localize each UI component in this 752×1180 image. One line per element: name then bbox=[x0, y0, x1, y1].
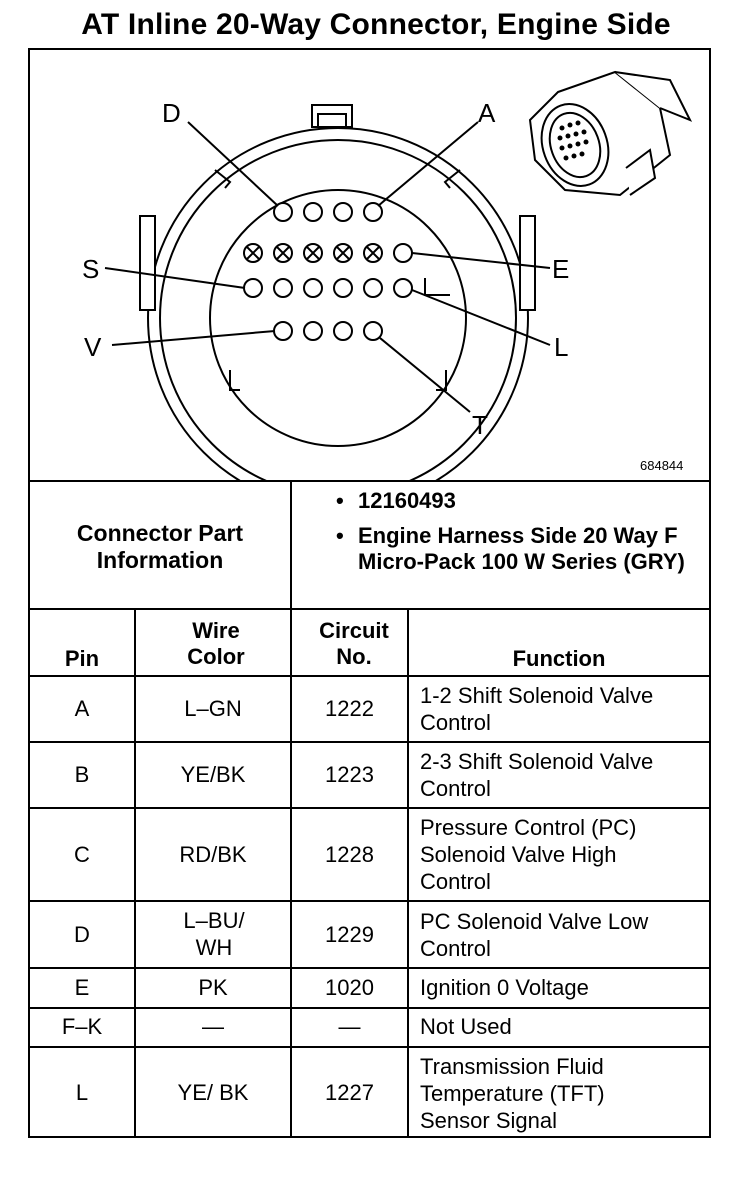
cell-circuit: 1228 bbox=[325, 842, 374, 867]
cell-wire-color: YE/ BK bbox=[177, 1080, 249, 1105]
pin-hole bbox=[304, 203, 322, 221]
callout-e: E bbox=[552, 254, 570, 284]
cell-function: 2-3 Shift Solenoid Valve Control bbox=[420, 749, 654, 801]
divider bbox=[290, 480, 292, 610]
row-divider bbox=[28, 967, 711, 969]
connector-info-label: Connector Part Information bbox=[76, 520, 244, 573]
cell-pin: A bbox=[74, 696, 90, 721]
callout-l: L bbox=[554, 332, 569, 362]
pin-hole bbox=[364, 279, 382, 297]
col-divider bbox=[290, 608, 292, 1138]
pin-hole bbox=[274, 279, 292, 297]
cell-function: Ignition 0 Voltage bbox=[420, 975, 589, 1000]
header-wire-color: Wire Color bbox=[187, 618, 245, 669]
leader-line-a bbox=[378, 122, 478, 206]
connector-side-tab-left bbox=[140, 216, 155, 310]
cell-pin: F–K bbox=[61, 1014, 103, 1039]
leader-line-v bbox=[112, 331, 275, 345]
connector-side-tab-right bbox=[520, 216, 535, 310]
row-divider bbox=[28, 1046, 711, 1048]
header-pin: Pin bbox=[64, 646, 100, 671]
cell-pin: L bbox=[75, 1080, 89, 1105]
callout-d: D bbox=[162, 98, 181, 128]
cell-circuit: 1020 bbox=[325, 975, 374, 1000]
pin-hole bbox=[364, 322, 382, 340]
cell-function: Transmission Fluid Temperature (TFT) Sensor Signal bbox=[420, 1054, 605, 1133]
header-circuit-no: Circuit No. bbox=[319, 618, 389, 669]
pin-hole bbox=[334, 203, 352, 221]
cell-pin: B bbox=[74, 762, 90, 787]
cell-function: Pressure Control (PC) Solenoid Valve High Control bbox=[420, 815, 637, 894]
pin-hole bbox=[394, 279, 412, 297]
pin-hole bbox=[334, 322, 352, 340]
row-divider bbox=[28, 741, 711, 743]
page-title: AT Inline 20-Way Connector, Engine Side bbox=[81, 8, 671, 41]
cell-circuit: 1222 bbox=[325, 696, 374, 721]
callout-v: V bbox=[84, 332, 102, 362]
cell-circuit: 1223 bbox=[325, 762, 374, 787]
pin-plugged bbox=[244, 244, 382, 262]
cell-wire-color: YE/BK bbox=[180, 762, 246, 787]
leader-line-s bbox=[105, 268, 245, 288]
cell-wire-color: RD/BK bbox=[179, 842, 247, 867]
pin-hole bbox=[304, 279, 322, 297]
cell-wire-color: PK bbox=[198, 975, 228, 1000]
col-divider bbox=[134, 608, 136, 1138]
cell-pin: D bbox=[74, 922, 90, 947]
col-divider bbox=[407, 608, 409, 1138]
pin-hole bbox=[304, 322, 322, 340]
row-divider bbox=[28, 675, 711, 677]
cell-pin: C bbox=[74, 842, 90, 867]
pin-hole bbox=[394, 244, 412, 262]
cell-function: PC Solenoid Valve Low Control bbox=[420, 909, 649, 961]
figure-id: 684844 bbox=[640, 458, 684, 473]
leader-line-t bbox=[380, 338, 470, 412]
connector-info-item: • 12160493 bbox=[336, 488, 456, 513]
cell-wire-color: L–GN bbox=[184, 696, 242, 721]
leader-line-d bbox=[188, 122, 278, 206]
row-divider bbox=[28, 807, 711, 809]
callout-s: S bbox=[82, 254, 100, 284]
connector-outer-shell bbox=[148, 128, 528, 480]
cell-circuit: 1227 bbox=[325, 1080, 374, 1105]
connector-diagram bbox=[30, 50, 709, 480]
connector-inner-face bbox=[210, 190, 466, 446]
connector-info-item: • Engine Harness Side 20 Way F Micro-Pack 100 W Series (GRY) bbox=[336, 523, 685, 574]
divider bbox=[28, 608, 711, 610]
cell-wire-color: L–BU/ WH bbox=[183, 908, 245, 960]
pin-hole bbox=[334, 279, 352, 297]
callout-t: T bbox=[472, 410, 488, 440]
pin-hole bbox=[244, 279, 262, 297]
cell-function: 1-2 Shift Solenoid Valve Control bbox=[420, 683, 654, 735]
header-function: Function bbox=[512, 646, 606, 671]
row-divider bbox=[28, 1007, 711, 1009]
pin-hole bbox=[274, 322, 292, 340]
connector-3d-view bbox=[530, 72, 690, 195]
cell-circuit: — bbox=[338, 1014, 361, 1039]
divider bbox=[28, 480, 711, 482]
cell-wire-color: — bbox=[202, 1014, 224, 1039]
row-divider bbox=[28, 900, 711, 902]
cell-circuit: 1229 bbox=[325, 922, 374, 947]
connector-info-list bbox=[334, 488, 704, 584]
cell-pin: E bbox=[74, 975, 90, 1000]
cell-function: Not Used bbox=[420, 1014, 512, 1039]
callout-a: A bbox=[478, 98, 496, 128]
